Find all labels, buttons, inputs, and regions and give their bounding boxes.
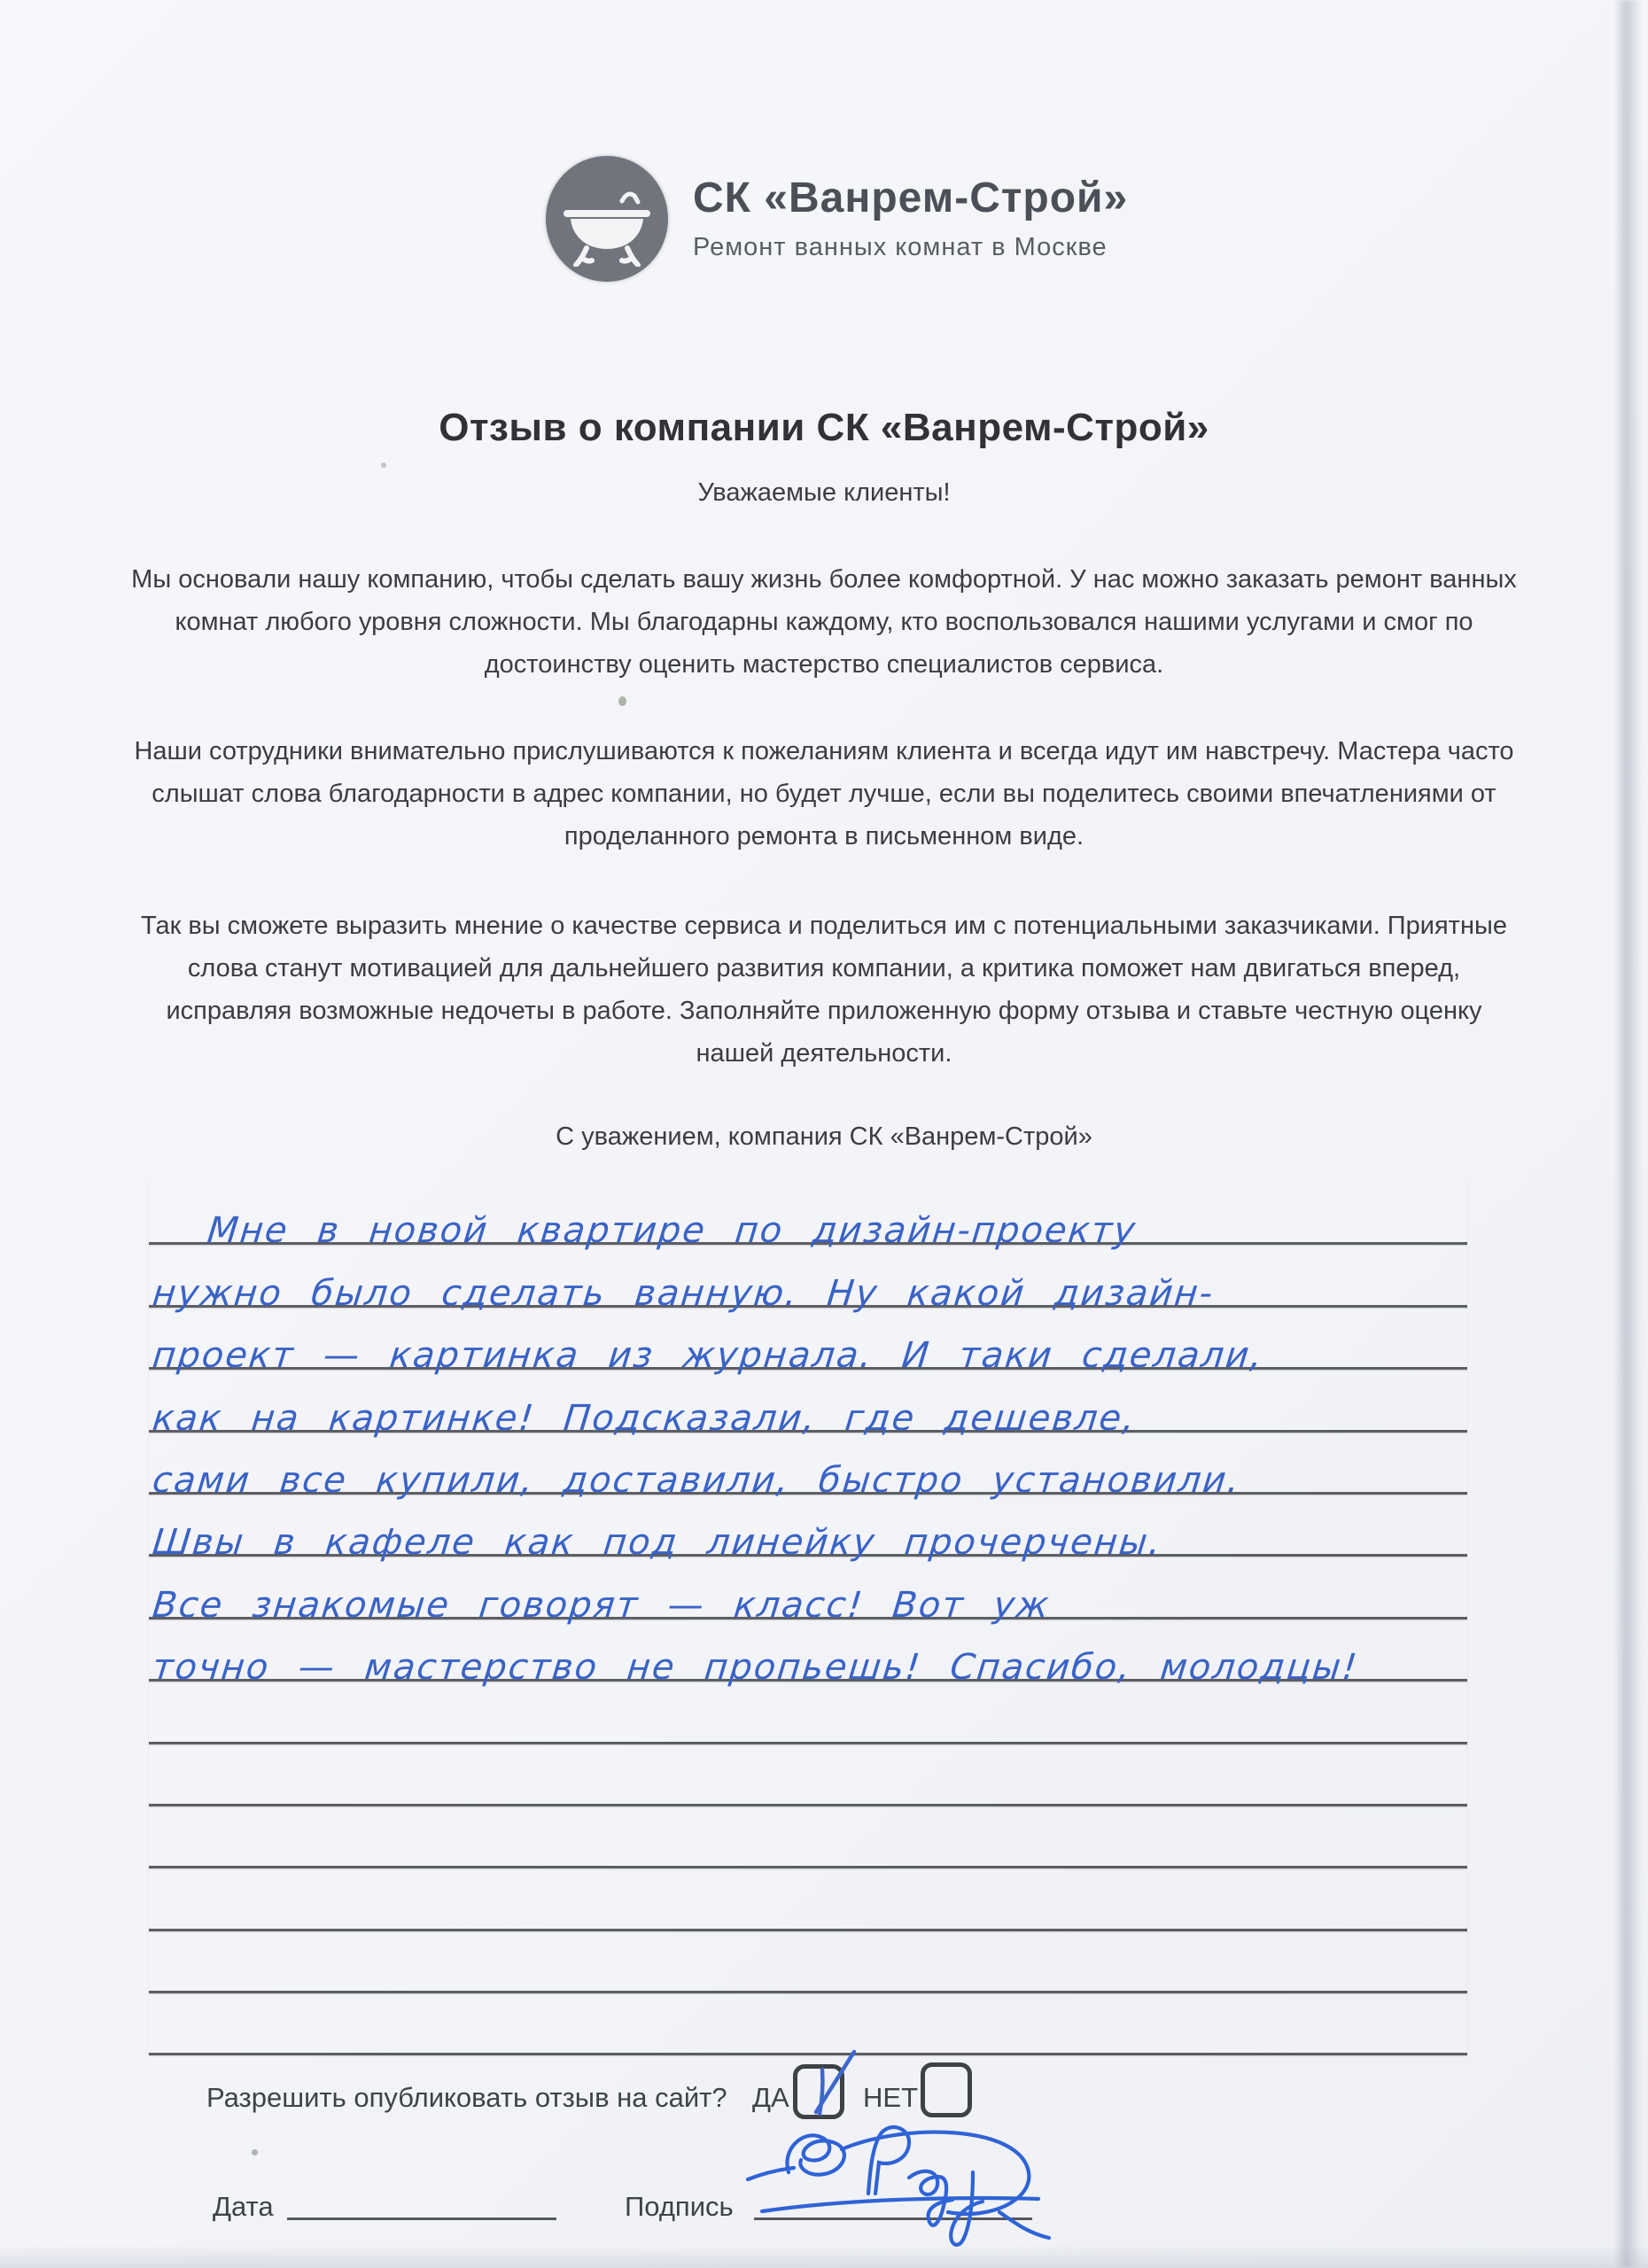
letter-paragraph: Наши сотрудники внимательно прислушиваются к пожеланиям клиента и всегда идут им навстречу. Мастера часто слышат слова благодарности в адрес компании, но будет лучше, если вы поделитесь своими впечатлениями от проделанного ремонта в письменном виде. bbox=[134, 737, 1514, 850]
review-line[interactable] bbox=[149, 1619, 1467, 1689]
review-line[interactable] bbox=[149, 1245, 1467, 1314]
scan-speck bbox=[381, 462, 386, 468]
greeting-line: Уважаемые клиенты! bbox=[697, 478, 951, 507]
page-title: Отзыв о компании СК «Ванрем-Строй» bbox=[439, 406, 1209, 449]
yes-checkmark-ink bbox=[790, 2043, 870, 2124]
signature-label: Подпись bbox=[625, 2191, 734, 2222]
company-tagline: Ремонт ванных комнат в Москве bbox=[693, 232, 1108, 261]
bathtub-icon bbox=[546, 156, 668, 282]
letter-body bbox=[124, 558, 1524, 1158]
review-line[interactable] bbox=[149, 1370, 1467, 1439]
empty-review-line[interactable] bbox=[149, 1868, 1467, 1930]
no-label: НЕТ bbox=[863, 2082, 918, 2113]
date-label: Дата bbox=[213, 2191, 274, 2222]
review-line[interactable] bbox=[149, 1183, 1467, 1252]
scan-speck bbox=[252, 2149, 258, 2155]
empty-review-line[interactable] bbox=[149, 1931, 1467, 1993]
review-line[interactable] bbox=[149, 1433, 1467, 1501]
empty-review-line[interactable] bbox=[149, 1682, 1467, 1744]
handwritten-text: Все знакомые говорят — класс! Вот уж bbox=[151, 1584, 1053, 1626]
handwritten-text: как на картинке! Подсказали, где дешевле, bbox=[151, 1397, 1139, 1439]
review-line[interactable] bbox=[149, 1308, 1467, 1377]
review-line[interactable] bbox=[149, 1495, 1467, 1564]
handwritten-text: сами все купили, доставили, быстро установили. bbox=[151, 1459, 1243, 1501]
handwritten-text: нужно было сделать ванную. Ну какой дизайн- bbox=[151, 1272, 1217, 1314]
review-line[interactable] bbox=[149, 1557, 1467, 1626]
handwritten-signature bbox=[735, 2123, 1065, 2268]
date-field-line[interactable] bbox=[287, 2218, 556, 2220]
handwritten-text: проект — картинка из журнала. И таки сделали, bbox=[151, 1335, 1266, 1377]
empty-review-line[interactable] bbox=[149, 1806, 1467, 1868]
no-checkbox[interactable] bbox=[921, 2062, 972, 2117]
letter-paragraph: Так вы сможете выразить мнение о качестве сервиса и поделиться им с потенциальными заказчиками. Приятные слова станут мотивацией для дальнейшего развития компании, а критика поможет нам двигаться вперед, исправляя возможные недочеты в работе. Заполняйте приложенную форму отзыва и ставьте честную оценку нашей деятельности. bbox=[141, 912, 1507, 1068]
review-writing-area[interactable] bbox=[149, 1183, 1467, 2055]
company-logo-block bbox=[546, 156, 1128, 282]
publish-consent-question: Разрешить опубликовать отзыв на сайт? bbox=[206, 2082, 727, 2113]
yes-label: ДА bbox=[752, 2082, 789, 2113]
publish-consent-row bbox=[206, 2062, 1270, 2119]
brand-text-block bbox=[693, 175, 1128, 262]
handwritten-text: Швы в кафеле как под линейку прочерчены. bbox=[151, 1522, 1164, 1564]
scan-edge-shadow bbox=[1614, 0, 1641, 2268]
handwritten-text: Мне в новой квартире по дизайн-проекту bbox=[206, 1210, 1139, 1252]
empty-review-line[interactable] bbox=[149, 1744, 1467, 1806]
handwritten-text: точно — мастерство не пропьешь! Спасибо, молодцы! bbox=[151, 1647, 1361, 1689]
letter-paragraph: Мы основали нашу компанию, чтобы сделать вашу жизнь более комфортной. У нас можно заказать ремонт ванных комнат любого уровня сложности. Мы благодарны каждому, кто воспользовался нашими услугами и смог по достоинству оценить мастерство специалистов сервиса. bbox=[131, 565, 1517, 679]
signoff-line: С уважением, компания СК «Ванрем-Строй» bbox=[556, 1122, 1092, 1151]
company-name: СК «Ванрем-Строй» bbox=[693, 175, 1129, 222]
